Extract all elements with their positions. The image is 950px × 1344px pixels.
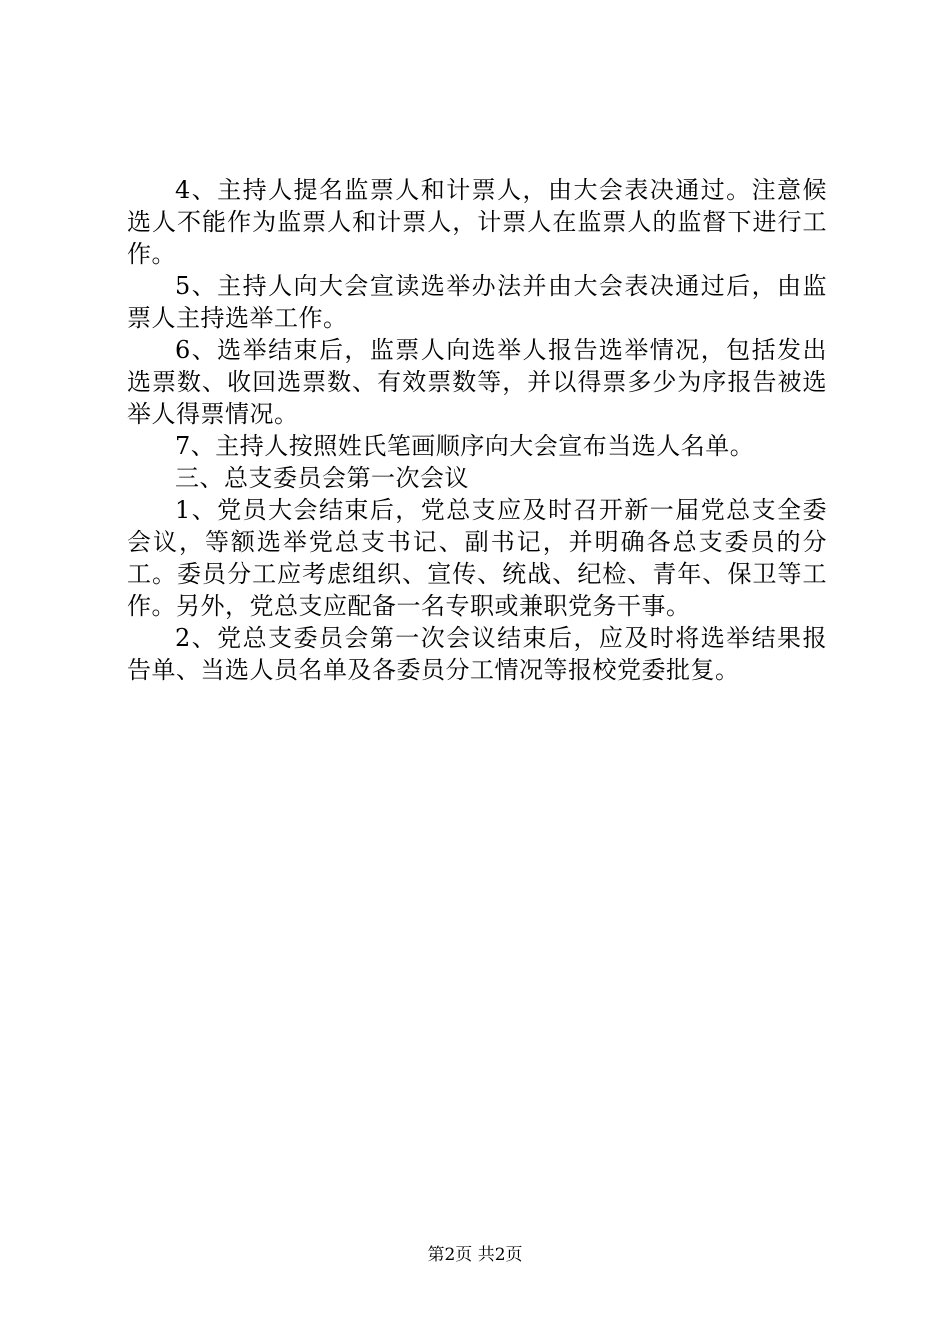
- section-paragraph-2: 2、党总支委员会第一次会议结束后，应及时将选举结果报告单、当选人员名单及各委员分工情况等报校党委批复。: [127, 624, 827, 684]
- section-heading: 三、总支委员会第一次会议: [175, 464, 469, 492]
- paragraph-item-6: 6、选举结束后，监票人向选举人报告选举情况，包括发出选票数、收回选票数、有效票数等，并以得票多少为序报告被选举人得票情况。: [127, 336, 827, 428]
- paragraph-item-4: 4、主持人提名监票人和计票人，由大会表决通过。注意候选人不能作为监票人和计票人，计票人在监票人的监督下进行工作。: [127, 176, 827, 268]
- paragraph-item-5: 5、主持人向大会宣读选举办法并由大会表决通过后，由监票人主持选举工作。: [127, 272, 827, 332]
- page-number: 第2页 共2页: [427, 1245, 523, 1265]
- document-body: [127, 174, 827, 686]
- section-paragraph-1: 1、党员大会结束后，党总支应及时召开新一届党总支全委会议，等额选举党总支书记、副书记，并明确各总支委员的分工。委员分工应考虑组织、宣传、统战、纪检、青年、保卫等工作。另外，党总支应配备一名专职或兼职党务干事。: [127, 496, 827, 620]
- paragraph-item-7: 7、主持人按照姓氏笔画顺序向大会宣布当选人名单。: [175, 432, 755, 460]
